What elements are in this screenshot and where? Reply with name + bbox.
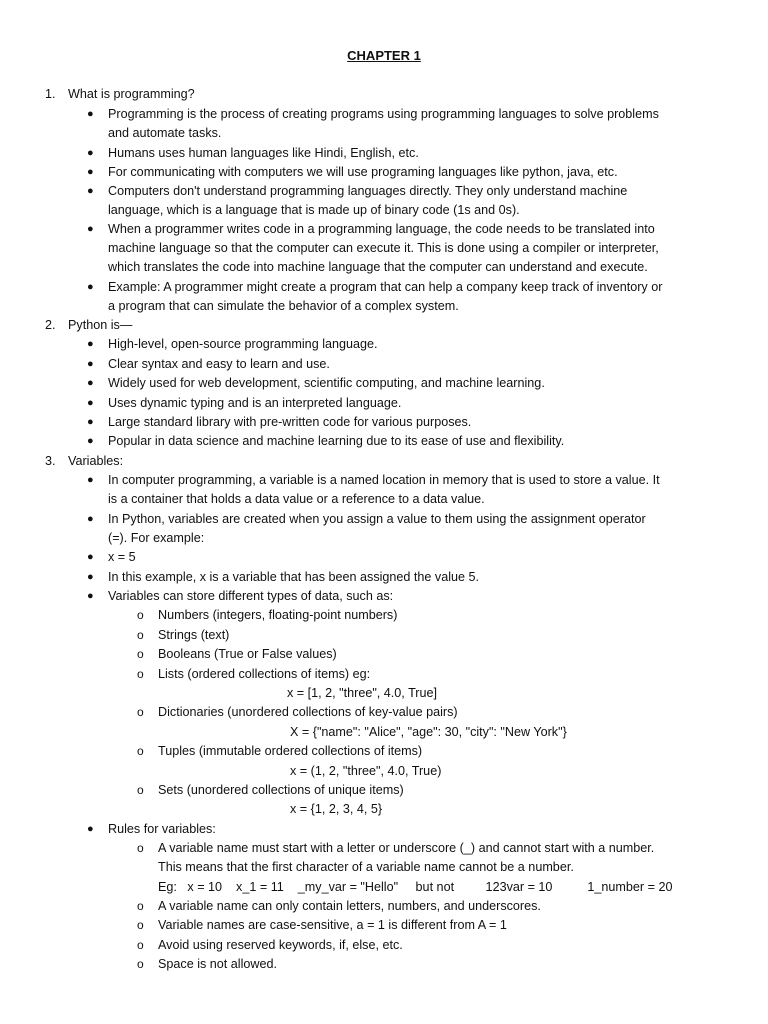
sub-bullet-text: A variable name can only contain letters, numbers, and underscores.: [158, 899, 541, 913]
bullet-icon: ●: [87, 474, 94, 486]
bullet-icon: ●: [87, 571, 94, 583]
bullet-text: In this example, x is a variable that has been assigned the value 5.: [108, 570, 480, 584]
sub-bullet-text: Sets (unordered collections of unique items): [158, 783, 404, 797]
sub-bullet-icon: o: [137, 957, 144, 971]
bullet-icon: ●: [87, 513, 94, 525]
bullet-text: machine language so that the computer can execute it. This is done using a compiler or interpreter,: [108, 241, 659, 255]
bullet-text: language, which is a language that is made up of binary code (1s and 0s).: [108, 203, 520, 217]
section-number: 3.: [45, 454, 56, 468]
bullet-text: In Python, variables are created when you assign a value to them using the assignment operator: [108, 512, 646, 526]
sub-bullet-icon: o: [137, 647, 144, 661]
sub-bullet-icon: o: [137, 783, 144, 797]
bullet-text: Programming is the process of creating programs using programming languages to solve problems: [108, 107, 659, 121]
section-heading: What is programming?: [68, 87, 195, 101]
section-heading: Variables:: [68, 454, 124, 468]
bullet-text: Computers don't understand programming languages directly. They only understand machine: [108, 184, 628, 198]
bullet-text: a program that can simulate the behavior of a complex system.: [108, 299, 459, 313]
sub-bullet-text: Avoid using reserved keywords, if, else, etc.: [158, 938, 403, 952]
sub-bullet-text: A variable name must start with a letter or underscore (_) and cannot start with a number.: [158, 841, 655, 855]
variable-examples: Eg: x = 10 x_1 = 11 _my_var = "Hello" but not 123var = 10 1_number = 20: [158, 880, 673, 894]
code-example: x = (1, 2, "three", 4.0, True): [290, 764, 442, 778]
sub-bullet-text: Space is not allowed.: [158, 957, 278, 971]
bullet-icon: ●: [87, 147, 94, 159]
bullet-icon: ●: [87, 435, 94, 447]
bullet-icon: ●: [87, 223, 94, 235]
bullet-icon: ●: [87, 551, 94, 563]
bullet-icon: ●: [87, 358, 94, 370]
bullet-icon: ●: [87, 108, 94, 120]
bullet-text: Example: A programmer might create a program that can help a company keep track of inventory or: [108, 280, 663, 294]
bullet-icon: ●: [87, 281, 94, 293]
bullet-text: is a container that holds a data value or a reference to a data value.: [108, 492, 485, 506]
bullet-text: Widely used for web development, scientific computing, and machine learning.: [108, 376, 545, 390]
sub-bullet-icon: o: [137, 899, 144, 913]
bullet-text: Uses dynamic typing and is an interpreted language.: [108, 396, 402, 410]
code-example: x = {1, 2, 3, 4, 5}: [290, 802, 383, 816]
bullet-icon: ●: [87, 338, 94, 350]
section-heading: Python is—: [68, 318, 133, 332]
sub-bullet-text: This means that the first character of a variable name cannot be a number.: [158, 860, 574, 874]
bullet-icon: ●: [87, 416, 94, 428]
code-example: x = [1, 2, "three", 4.0, True]: [287, 686, 437, 700]
code-example: X = {"name": "Alice", "age": 30, "city": "New York"}: [290, 725, 567, 739]
bullet-text: Clear syntax and easy to learn and use.: [108, 357, 330, 371]
bullet-text: Variables can store different types of data, such as:: [108, 589, 394, 603]
section-number: 2.: [45, 318, 56, 332]
sub-bullet-text: Dictionaries (unordered collections of key-value pairs): [158, 705, 458, 719]
bullet-text: which translates the code into machine language that the computer can understand and execute.: [108, 260, 648, 274]
sub-bullet-icon: o: [137, 918, 144, 932]
sub-bullet-text: Booleans (True or False values): [158, 647, 337, 661]
sub-bullet-icon: o: [137, 667, 144, 681]
bullet-icon: ●: [87, 590, 94, 602]
sub-bullet-icon: o: [137, 628, 144, 642]
bullet-text: In computer programming, a variable is a named location in memory that is used to store a value. It: [108, 473, 660, 487]
section-number: 1.: [45, 87, 56, 101]
bullet-text: Large standard library with pre-written code for various purposes.: [108, 415, 472, 429]
bullet-icon: ●: [87, 166, 94, 178]
sub-bullet-text: Numbers (integers, floating-point numbers): [158, 608, 398, 622]
sub-bullet-text: Variable names are case-sensitive, a = 1 is different from A = 1: [158, 918, 507, 932]
sub-bullet-icon: o: [137, 744, 144, 758]
bullet-text: Rules for variables:: [108, 822, 216, 836]
bullet-text: When a programmer writes code in a programming language, the code needs to be translated into: [108, 222, 655, 236]
bullet-icon: ●: [87, 823, 94, 835]
bullet-text: and automate tasks.: [108, 126, 222, 140]
chapter-title: CHAPTER 1: [347, 48, 421, 63]
sub-bullet-icon: o: [137, 705, 144, 719]
bullet-icon: ●: [87, 397, 94, 409]
sub-bullet-text: Strings (text): [158, 628, 230, 642]
bullet-text: (=). For example:: [108, 531, 205, 545]
bullet-icon: ●: [87, 185, 94, 197]
bullet-text: Popular in data science and machine learning due to its ease of use and flexibility.: [108, 434, 565, 448]
sub-bullet-icon: o: [137, 608, 144, 622]
sub-bullet-text: Lists (ordered collections of items) eg:: [158, 667, 371, 681]
bullet-text: High-level, open-source programming language.: [108, 337, 378, 351]
sub-bullet-icon: o: [137, 938, 144, 952]
sub-bullet-text: Tuples (immutable ordered collections of items): [158, 744, 423, 758]
bullet-text: Humans uses human languages like Hindi, English, etc.: [108, 146, 419, 160]
bullet-icon: ●: [87, 377, 94, 389]
bullet-text: x = 5: [108, 550, 136, 564]
sub-bullet-icon: o: [137, 841, 144, 855]
bullet-text: For communicating with computers we will use programing languages like python, java, etc.: [108, 165, 618, 179]
